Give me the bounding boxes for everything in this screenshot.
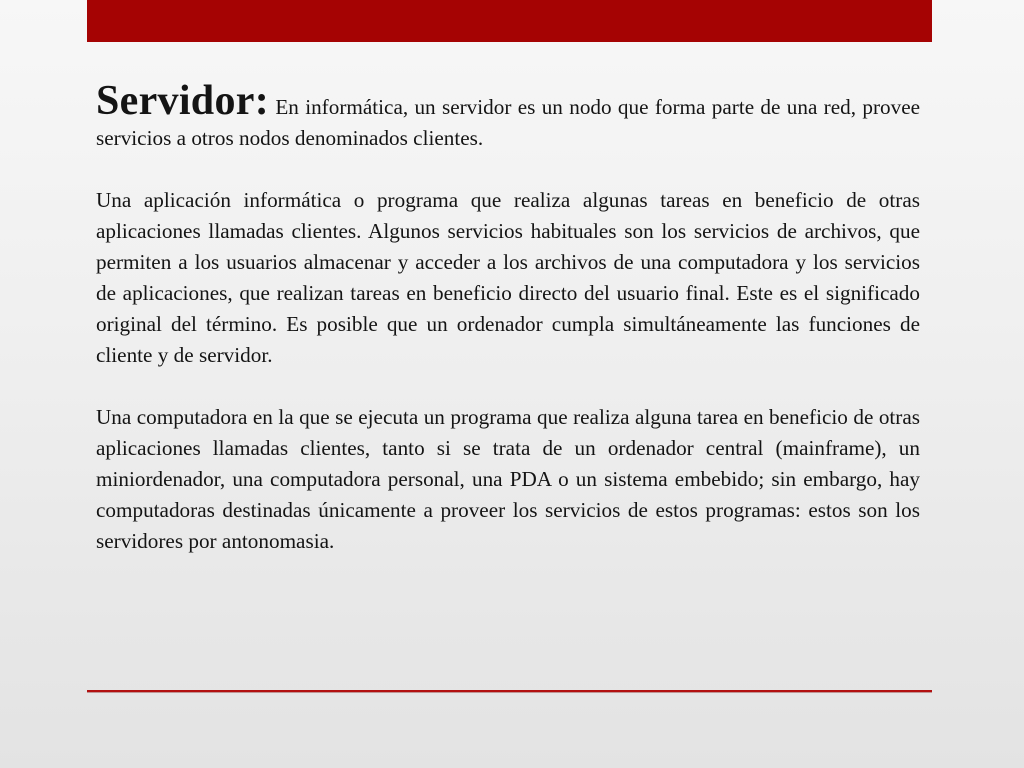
bottom-divider [87,690,932,692]
term-heading: Servidor: [96,78,269,124]
definition-paragraph [96,80,920,154]
slide-content [96,80,920,557]
body-paragraph-3: Una computadora en la que se ejecuta un programa que realiza alguna tarea en beneficio de otras aplicaciones llamadas clientes, tanto si se trata de un ordenador central (mainframe), un miniordenador, una computadora personal, una PDA o un sistema embebido; sin embargo, hay computadoras destinadas únicamente a proveer los servicios de estos programas: estos son los servidores por antonomasia. [96,405,920,553]
definition-text: En informática, un servidor es un nodo que forma parte de una red, provee servicios a otros nodos denominados clientes. [96,95,920,150]
top-accent-bar [87,0,932,42]
body-paragraph-2: Una aplicación informática o programa que realiza algunas tareas en beneficio de otras aplicaciones llamadas clientes. Algunos servicios habituales son los servicios de archivos, que permiten a los usuarios almacenar y acceder a los archivos de una computadora y los servicios de aplicaciones, que realizan tareas en beneficio directo del usuario final. Este es el significado original del término. Es posible que un ordenador cumpla simultáneamente las funciones de cliente y de servidor. [96,188,920,367]
